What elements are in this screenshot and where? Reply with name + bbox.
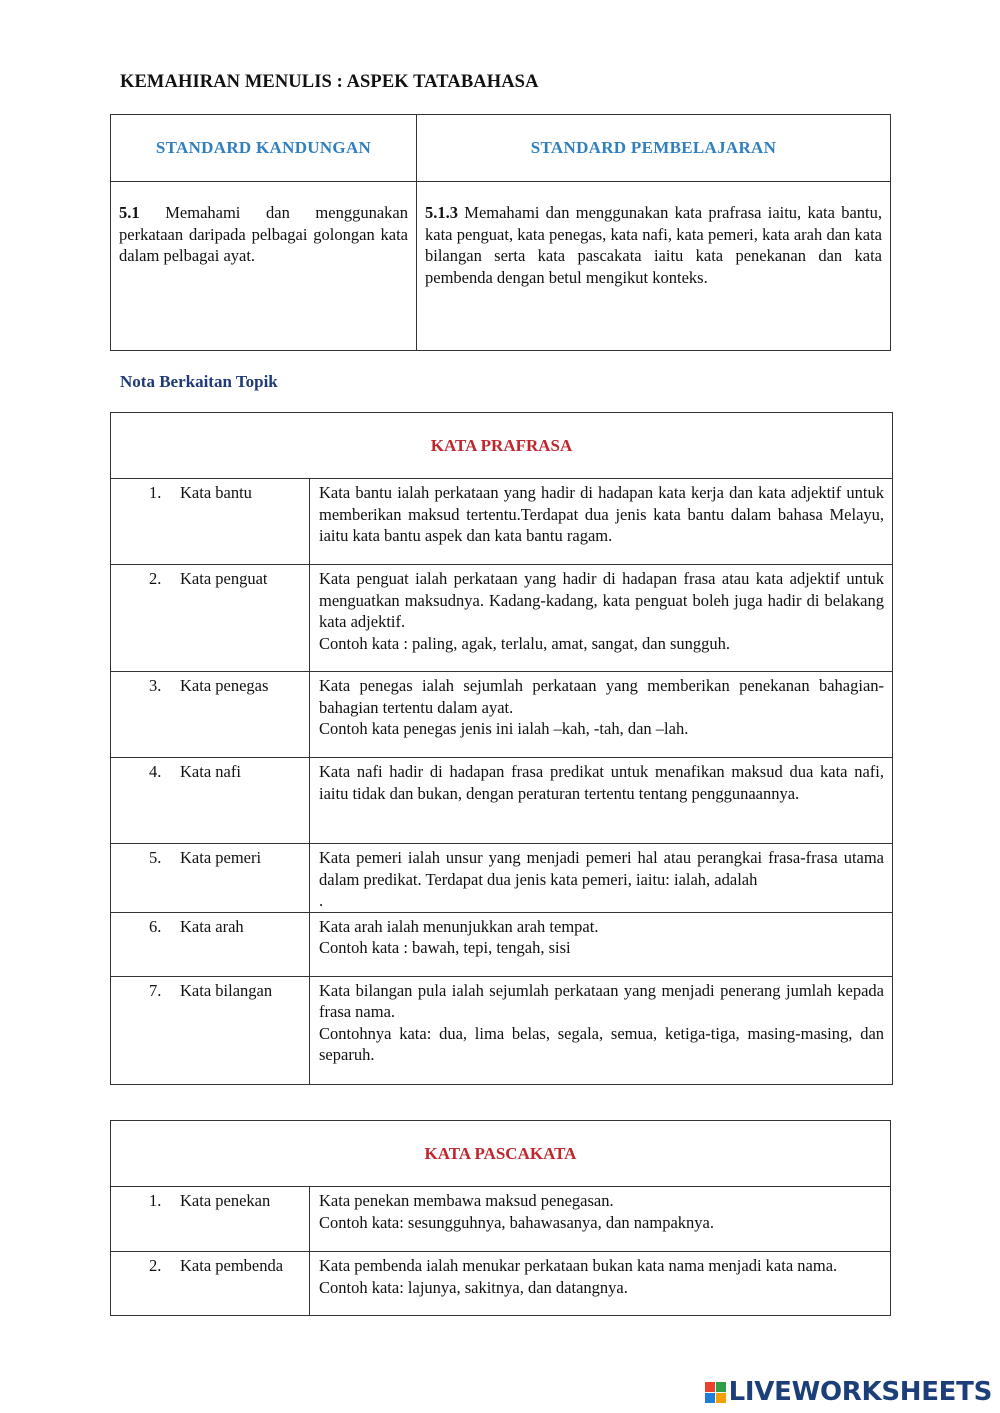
term-label: Kata bilangan bbox=[180, 980, 273, 1000]
table-row bbox=[111, 1252, 891, 1316]
description-line: Kata nafi hadir di hadapan frasa predikat untuk menafikan maksud dua kata nafi, iaitu tidak dan bukan, dengan peraturan tertentu tentang penggunaannya. bbox=[319, 762, 885, 803]
description-line: Kata bilangan pula ialah sejumlah perkataan yang menjadi penerang jumlah kepada frasa nama. bbox=[319, 980, 885, 1021]
description-line: Kata penekan membawa maksud penegasan. bbox=[319, 1191, 614, 1210]
description-cell bbox=[310, 758, 893, 844]
description-cell bbox=[310, 976, 893, 1084]
description-cell bbox=[310, 1252, 891, 1316]
table-row bbox=[111, 912, 893, 976]
description-line: Contoh kata: lajunya, sakitnya, dan datangnya. bbox=[319, 1277, 628, 1297]
term-number: 6. bbox=[149, 916, 162, 936]
page-title: KEMAHIRAN MENULIS : ASPEK TATABAHASA bbox=[120, 72, 539, 92]
term-cell bbox=[111, 758, 310, 844]
notes-heading: Nota Berkaitan Topik bbox=[120, 372, 278, 391]
description-cell bbox=[310, 479, 893, 565]
term-label: Kata nafi bbox=[180, 762, 241, 781]
description-cell bbox=[310, 565, 893, 672]
description-line: Kata pembenda ialah menukar perkataan bukan kata nama menjadi kata nama. bbox=[319, 1256, 838, 1275]
standard-kandungan-header: STANDARD KANDUNGAN bbox=[111, 115, 417, 182]
liveworksheets-mark-icon bbox=[705, 1382, 726, 1403]
description-line: Kata arah ialah menunjukkan arah tempat. bbox=[319, 916, 599, 936]
liveworksheets-logo bbox=[705, 1378, 992, 1406]
term-number: 5. bbox=[149, 848, 162, 867]
term-number: 2. bbox=[149, 569, 162, 588]
term-cell bbox=[111, 1187, 310, 1252]
term-cell bbox=[111, 844, 310, 913]
standard-pembelajaran-header: STANDARD PEMBELAJARAN bbox=[417, 115, 891, 182]
prafrasa-title: KATA PRAFRASA bbox=[111, 413, 893, 479]
table-row bbox=[111, 976, 893, 1084]
table-row bbox=[111, 672, 893, 758]
term-cell bbox=[111, 912, 310, 976]
term-cell bbox=[111, 565, 310, 672]
term-label: Kata penguat bbox=[180, 569, 268, 588]
pascakata-title: KATA PASCAKATA bbox=[111, 1121, 891, 1187]
description-line: Kata bantu ialah perkataan yang hadir di hadapan kata kerja dan kata adjektif untuk memberikan maksud tertentu.Terdapat dua jenis kata bantu dalam bahasa Melayu, iaitu kata bantu aspek dan kata bantu ragam. bbox=[319, 483, 885, 545]
description-line: Contohnya kata: dua, lima belas, segala, semua, ketiga-tiga, masing-masing, dan separuh. bbox=[319, 1023, 885, 1064]
term-label: Kata pembenda bbox=[180, 1256, 284, 1275]
standard-kandungan-code: 5.1 bbox=[119, 203, 140, 222]
term-label: Kata pemeri bbox=[180, 848, 262, 867]
term-cell bbox=[111, 976, 310, 1084]
description-cell bbox=[310, 912, 893, 976]
description-cell bbox=[310, 844, 893, 913]
description-line: Contoh kata : bawah, tepi, tengah, sisi bbox=[319, 938, 571, 957]
term-label: Kata arah bbox=[180, 916, 244, 936]
pascakata-table bbox=[110, 1120, 891, 1316]
standard-pembelajaran-cell bbox=[417, 182, 891, 351]
term-label: Kata bantu bbox=[180, 483, 252, 502]
term-number: 3. bbox=[149, 676, 162, 695]
standard-pembelajaran-text: Memahami dan menggunakan kata prafrasa iaitu, kata bantu, kata penguat, kata penegas, kata nafi, kata pemeri, kata arah dan kata bilangan serta kata pascakata iaitu kata penekanan dan kata pembenda dengan betul mengikut konteks. bbox=[425, 203, 882, 287]
standard-kandungan-cell bbox=[111, 182, 417, 351]
brand-text: LIVEWORKSHEETS bbox=[728, 1377, 992, 1407]
description-cell bbox=[310, 1187, 891, 1252]
term-cell bbox=[111, 479, 310, 565]
standard-kandungan-text: Memahami dan menggunakan perkataan daripada pelbagai golongan kata dalam pelbagai ayat. bbox=[119, 203, 408, 265]
term-number: 7. bbox=[149, 980, 162, 1000]
term-label: Kata penekan bbox=[180, 1191, 271, 1210]
term-number: 2. bbox=[149, 1256, 162, 1275]
table-row bbox=[111, 565, 893, 672]
description-line: Kata penguat ialah perkataan yang hadir di hadapan frasa atau kata adjektif untuk menguatkan maksudnya. Kadang-kadang, kata penguat boleh juga hadir di belakang kata adjektif. bbox=[319, 569, 885, 631]
description-line: Contoh kata : paling, agak, terlalu, amat, sangat, dan sungguh. bbox=[319, 633, 731, 653]
term-label: Kata penegas bbox=[180, 676, 269, 695]
term-cell bbox=[111, 1252, 310, 1316]
standard-pembelajaran-code: 5.1.3 bbox=[425, 203, 458, 222]
prafrasa-table bbox=[110, 412, 893, 1085]
term-number: 1. bbox=[149, 1191, 162, 1210]
term-number: 4. bbox=[149, 762, 162, 781]
table-row bbox=[111, 758, 893, 844]
description-line: Contoh kata penegas jenis ini ialah –kah, -tah, dan –lah. bbox=[319, 719, 689, 738]
table-row bbox=[111, 479, 893, 565]
description-cell bbox=[310, 672, 893, 758]
standards-table bbox=[110, 114, 891, 351]
description-line: Contoh kata: sesungguhnya, bahawasanya, dan nampaknya. bbox=[319, 1212, 714, 1232]
description-line: Kata pemeri ialah unsur yang menjadi pemeri hal atau perangkai frasa-frasa utama dalam predikat. Terdapat dua jenis kata pemeri, iaitu: ialah, adalah bbox=[319, 848, 885, 889]
term-number: 1. bbox=[149, 483, 162, 502]
table-row bbox=[111, 844, 893, 913]
table-row bbox=[111, 1187, 891, 1252]
description-line: Kata penegas ialah sejumlah perkataan yang memberikan penekanan bahagian-bahagian tertentu dalam ayat. bbox=[319, 676, 885, 717]
term-cell bbox=[111, 672, 310, 758]
description-line: . bbox=[319, 891, 324, 910]
